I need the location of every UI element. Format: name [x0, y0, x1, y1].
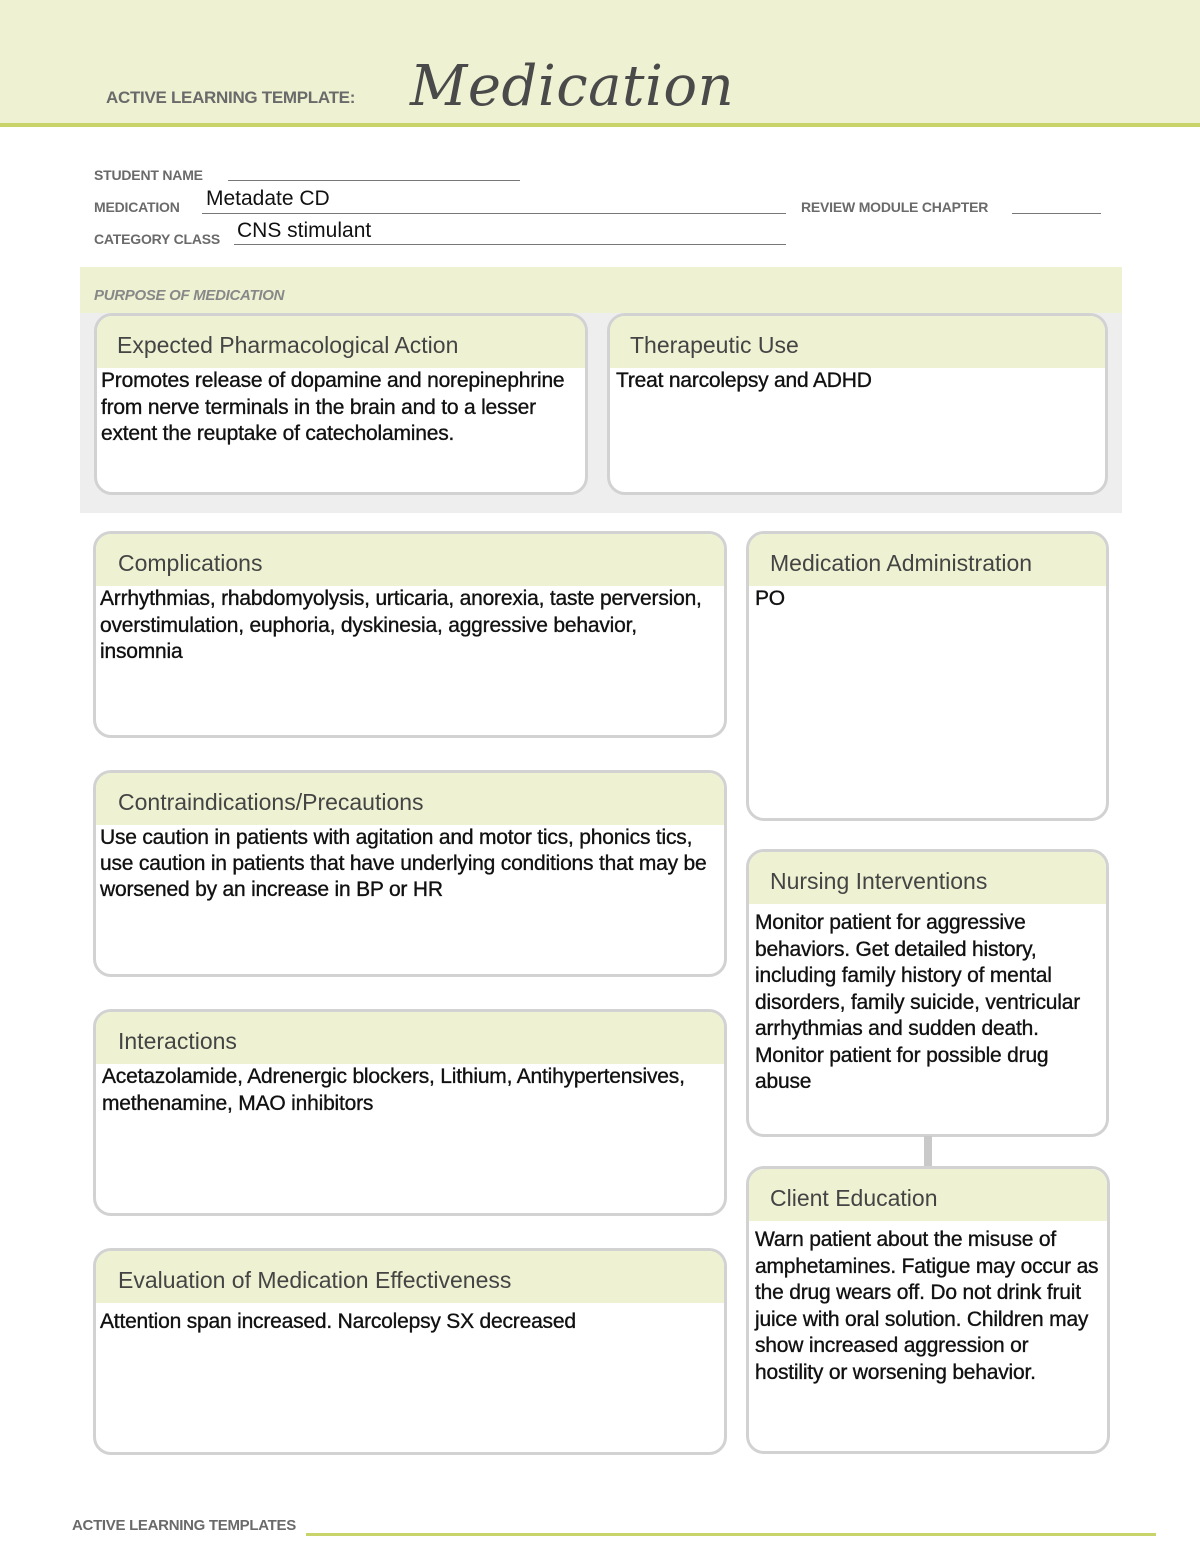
card-title: Medication Administration: [770, 550, 1033, 576]
footer-rule: [306, 1533, 1156, 1536]
client-education-text[interactable]: Warn patient about the misuse of amphetamines. Fatigue may occur as the drug wears off. Do not drink fruit juice with oral solution. Children may show increased aggression or hostility or worsening behavior.: [755, 1228, 1099, 1384]
purpose-label: PURPOSE OF MEDICATION: [94, 287, 285, 304]
complications-text[interactable]: Arrhythmias, rhabdomyolysis, urticaria, anorexia, taste perversion, overstimulation, euphoria, dyskinesia, aggressive behavior, insomnia: [100, 587, 702, 663]
evaluation-card: [93, 1248, 727, 1455]
template-prefix: ACTIVE LEARNING TEMPLATE:: [106, 88, 356, 107]
card-title: Nursing Interventions: [770, 868, 988, 894]
review-module-label: REVIEW MODULE CHAPTER: [801, 199, 989, 215]
contraindications-text[interactable]: Use caution in patients with agitation and motor tics, phonics tics, use caution in patients that have underlying conditions that may be worsened by an increase in BP or HR: [100, 826, 707, 901]
category-class-line: [234, 244, 786, 245]
interactions-card: [93, 1009, 727, 1216]
medication-label: MEDICATION: [94, 199, 180, 215]
footer-label: ACTIVE LEARNING TEMPLATES: [72, 1517, 296, 1534]
medication-administration-text[interactable]: PO: [755, 587, 785, 610]
medication-field[interactable]: Metadate CD: [206, 187, 330, 210]
complications-card: [93, 531, 727, 738]
nursing-interventions-card: [746, 849, 1109, 1137]
expected-action-text[interactable]: Promotes release of dopamine and norepinephrine from nerve terminals in the brain and to a lesser extent the reuptake of catecholamines.: [101, 369, 565, 445]
header-rule: [0, 123, 1200, 127]
expected-action-card: [94, 313, 588, 495]
card-title: Evaluation of Medication Effectiveness: [118, 1267, 512, 1293]
card-title: Complications: [118, 550, 263, 576]
client-education-card: [746, 1166, 1110, 1454]
connector-bar: [924, 1136, 932, 1166]
card-title: Contraindications/Precautions: [118, 789, 424, 815]
therapeutic-use-card: [607, 313, 1108, 495]
therapeutic-use-text[interactable]: Treat narcolepsy and ADHD: [616, 369, 872, 392]
card-title: Interactions: [118, 1028, 237, 1054]
student-name-label: STUDENT NAME: [94, 167, 203, 183]
student-name-line: [228, 180, 520, 181]
review-module-line: [1012, 213, 1101, 214]
medication-administration-card: [746, 531, 1109, 821]
medication-line: [202, 213, 786, 214]
nursing-interventions-text[interactable]: Monitor patient for aggressive behaviors. Get detailed history, including family history of mental disorders, family suicide, ventricular arrhythmias and sudden death. Monitor patient for possible drug abuse: [755, 911, 1081, 1093]
contraindications-card: [93, 770, 727, 977]
card-title: Client Education: [770, 1185, 938, 1211]
category-class-field[interactable]: CNS stimulant: [237, 219, 372, 242]
evaluation-text[interactable]: Attention span increased. Narcolepsy SX decreased: [100, 1310, 576, 1333]
card-title: Therapeutic Use: [630, 332, 799, 358]
card-title: Expected Pharmacological Action: [117, 332, 459, 358]
interactions-text[interactable]: Acetazolamide, Adrenergic blockers, Lithium, Antihypertensives, methenamine, MAO inhibitors: [102, 1065, 685, 1115]
category-class-label: CATEGORY CLASS: [94, 231, 221, 247]
template-title: Medication: [410, 54, 735, 119]
